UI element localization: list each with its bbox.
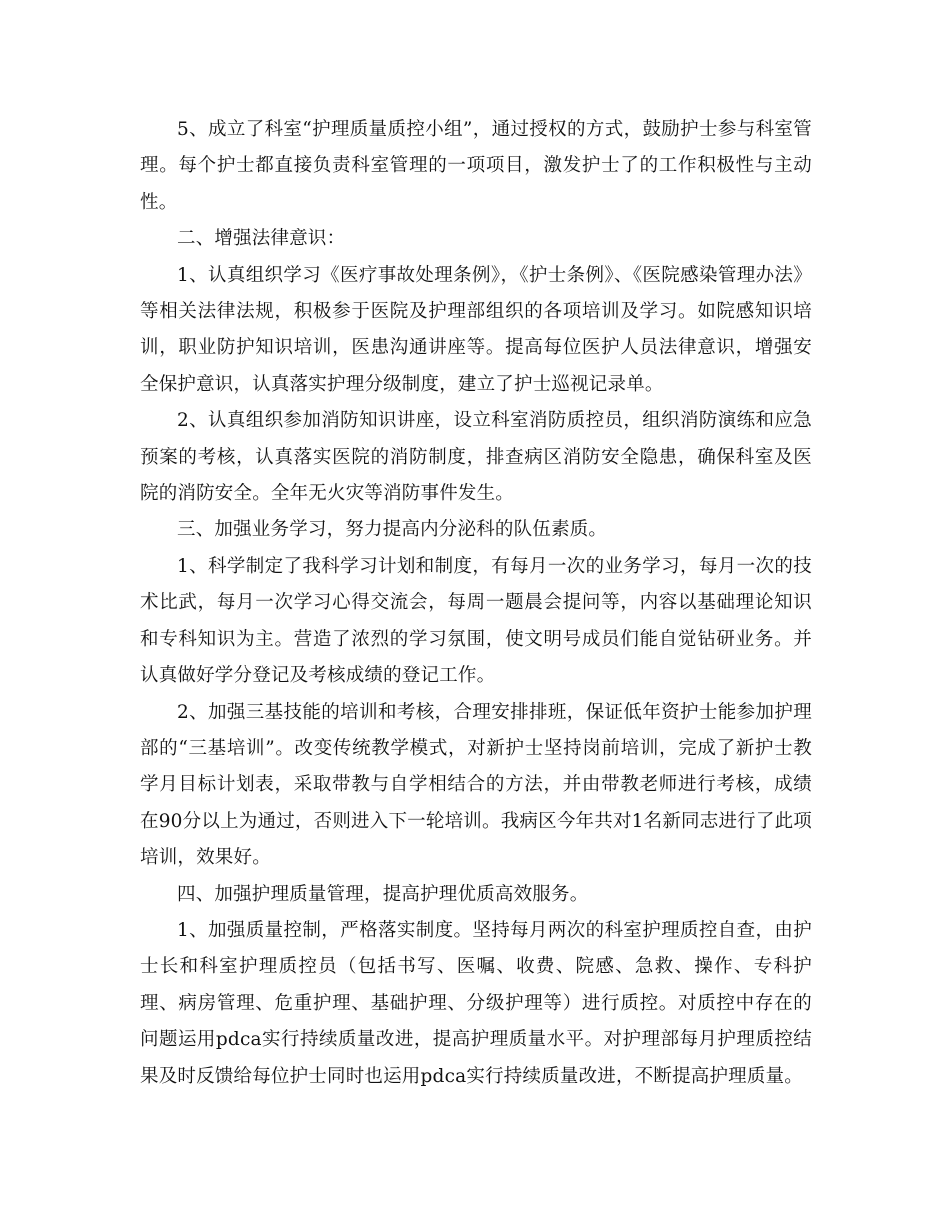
paragraph-study-plan: 1、科学制定了我科学习计划和制度，有每月一次的业务学习，每月一次的技术比武，每月一次学习心得交流会，每周一题晨会提问等，内容以基础理论知识和专科知识为主。营造了浓烈的学习氛围，使文明号成员们能自觉钻研业务。并认真做好学分登记及考核成绩的登记工作。 bbox=[140, 555, 812, 687]
section-heading-legal: 二、增强法律意识： bbox=[177, 228, 346, 250]
paragraph-skills-training: 2、加强三基技能的培训和考核，合理安排排班，保证低年资护士能参加护理部的“三基培训”。改变传统教学模式，对新护士坚持岗前培训，完成了新护士教学月目标计划表，采取带教与自学相结合的方法，并由带教老师进行考核，成绩在90分以上为通过，否则进入下一轮培训。我病区今年共对1名新同志进行了此项培训，效果好。 bbox=[140, 701, 812, 869]
section-heading-training: 三、加强业务学习，努力提高内分泌科的队伍素质。 bbox=[177, 519, 608, 541]
paragraph-fire-safety: 2、认真组织参加消防知识讲座，设立科室消防质控员，组织消防演练和应急预案的考核，认真落实医院的消防制度，排查病区消防安全隐患，确保科室及医院的消防安全。全年无火灾等消防事件发生。 bbox=[140, 410, 812, 505]
paragraph-legal-study: 1、认真组织学习《医疗事故处理条例》，《护士条例》、《医院感染管理办法》等相关法律法规，积极参于医院及护理部组织的各项培训及学习。如院感知识培训，职业防护知识培训，医患沟通讲座等。提高每位医护人员法律意识，增强安全保护意识，认真落实护理分级制度，建立了护士巡视记录单。 bbox=[140, 264, 812, 395]
document-body bbox=[140, 112, 812, 1095]
paragraph-team-setup: 5、成立了科室“护理质量质控小组”，通过授权的方式，鼓励护士参与科室管理。每个护士都直接负责科室管理的一项项目，激发护士了的工作积极性与主动性。 bbox=[140, 119, 812, 213]
section-heading-quality: 四、加强护理质量管理，提高护理优质高效服务。 bbox=[177, 883, 589, 905]
paragraph-quality-control: 1、加强质量控制，严格落实制度。坚持每月两次的科室护理质控自查，由护士长和科室护理质控员（包括书写、医嘱、收费、院感、急救、操作、专科护理、病房管理、危重护理、基础护理、分级护理等）进行质控。对质控中存在的问题运用pdca实行持续质量改进，提高护理质量水平。对护理部每月护理质控结果及时反馈给每位护士同时也运用pdca实行持续质量改进，不断提高护理质量。 bbox=[140, 919, 812, 1087]
